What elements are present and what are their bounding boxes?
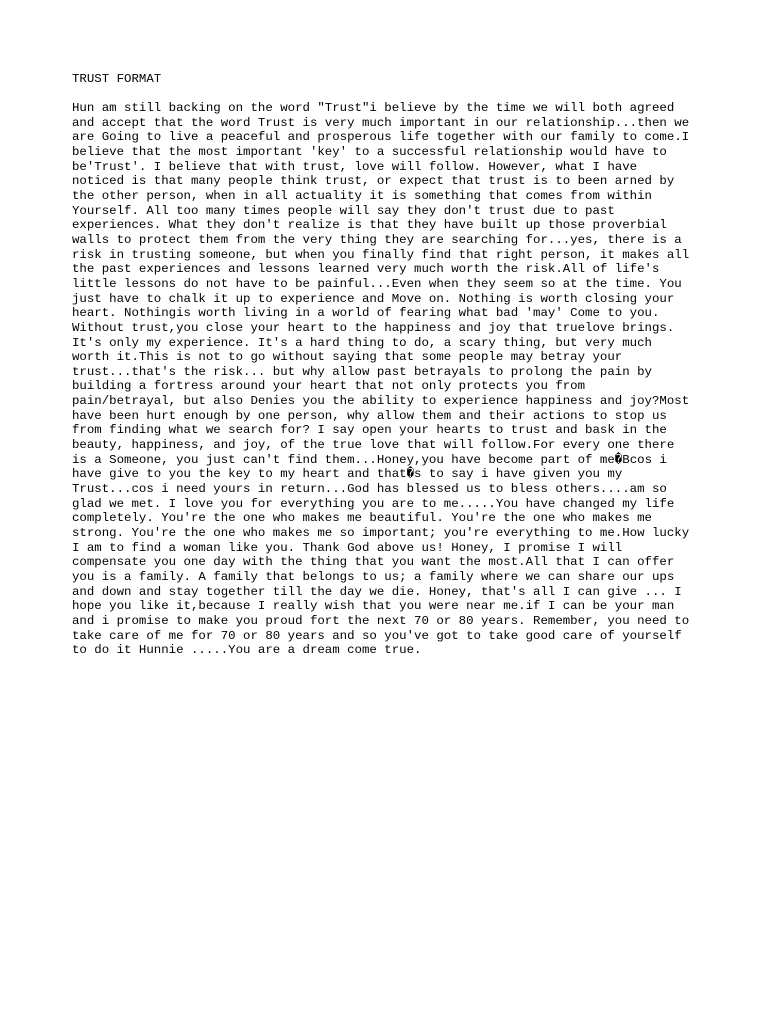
body-line: just have to chalk it up to experience and Move on. Nothing is worth closing your [72,291,675,306]
body-line: hope you like it,because I really wish that you were near me.if I can be your man [72,599,675,614]
body-line: glad we met. I love you for everything you are to me.....You have changed my life [72,496,675,511]
body-line: Without trust,you close your heart to the happiness and joy that truelove brings. [72,320,675,335]
body-line: be'Trust'. I believe that with trust, love will follow. However, what I have [72,159,638,174]
body-line: compensate you one day with the thing that you want the most.All that I can offer [72,555,675,570]
body-line: heart. Nothingis worth living in a world of fearing what bad 'may' Come to you. [72,306,660,321]
body-line: It's only my experience. It's a hard thing to do, a scary thing, but very much [72,335,652,350]
body-line: you is a family. A family that belongs to us; a family where we can share our ups [72,570,675,584]
body-line: worth it.This is not to go without saying that some people may betray your [72,350,623,365]
body-line: from finding what we search for? I say open your hearts to trust and bask in the [72,423,667,438]
body-line: little lessons do not have to be painful...Even when they seem so at the time. You [72,276,682,291]
body-line: completely. You're the one who makes me beautiful. You're the one who makes me [72,511,652,526]
body-line: have give to you the key to my heart and that�s to say i have given you my [72,467,623,482]
body-line: experiences. What they don't realize is that they have built up those proverbial [72,218,667,233]
body-line: Yourself. All too many times people will say they don't trust due to past [72,203,615,218]
body-line: are Going to live a peaceful and prosperous life together with our family to come.I [72,130,690,145]
body-line: strong. You're the one who makes me so important; you're everything to me.How lucky [72,526,690,541]
body-line: noticed is that many people think trust, or expect that trust is to been arned by [72,174,675,189]
body-line: the other person, when in all actuality it is something that comes from within [72,188,652,203]
document-title: TRUST FORMAT [72,72,162,86]
body-line: Hun am still backing on the word "Trust"i believe by the time we will both agreed [72,101,675,115]
body-line: risk in trusting someone, but when you finally find that right person, it makes all [72,247,690,262]
body-line: I am to find a woman like you. Thank God above us! Honey, I promise I will [72,540,623,555]
body-line: is a Someone, you just can't find them...Honey,you have become part of me�Bcos i [72,452,667,467]
body-line: and i promise to make you proud fort the next 70 or 80 years. Remember, you need to [72,613,690,628]
body-line: believe that the most important 'key' to a successful relationship would have to [72,144,667,159]
body-line: trust...that's the risk... but why allow past betrayals to prolong the pain by [72,364,652,379]
body-line: and accept that the word Trust is very much important in our relationship...then we [72,115,690,130]
body-line: beauty, happiness, and joy, of the true love that will follow.For every one there [72,438,675,453]
body-line: take care of me for 70 or 80 years and so you've got to take good care of yourself [72,628,682,643]
body-line: and down and stay together till the day we die. Honey, that's all I can give ... I [72,584,682,599]
body-line: to do it Hunnie .....You are a dream come true. [72,643,422,658]
body-line: have been hurt enough by one person, why allow them and their actions to stop us [72,408,667,423]
body-line: pain/betrayal, but also Denies you the ability to experience happiness and joy?Most [72,394,690,409]
body-line: the past experiences and lessons learned very much worth the risk.All of life's [72,262,660,277]
document-body [72,101,712,658]
body-line: building a fortress around your heart that not only protects you from [72,379,586,394]
body-line: walls to protect them from the very thing they are searching for...yes, there is a [72,232,682,247]
body-line: Trust...cos i need yours in return...God has blessed us to bless others....am so [72,482,667,497]
